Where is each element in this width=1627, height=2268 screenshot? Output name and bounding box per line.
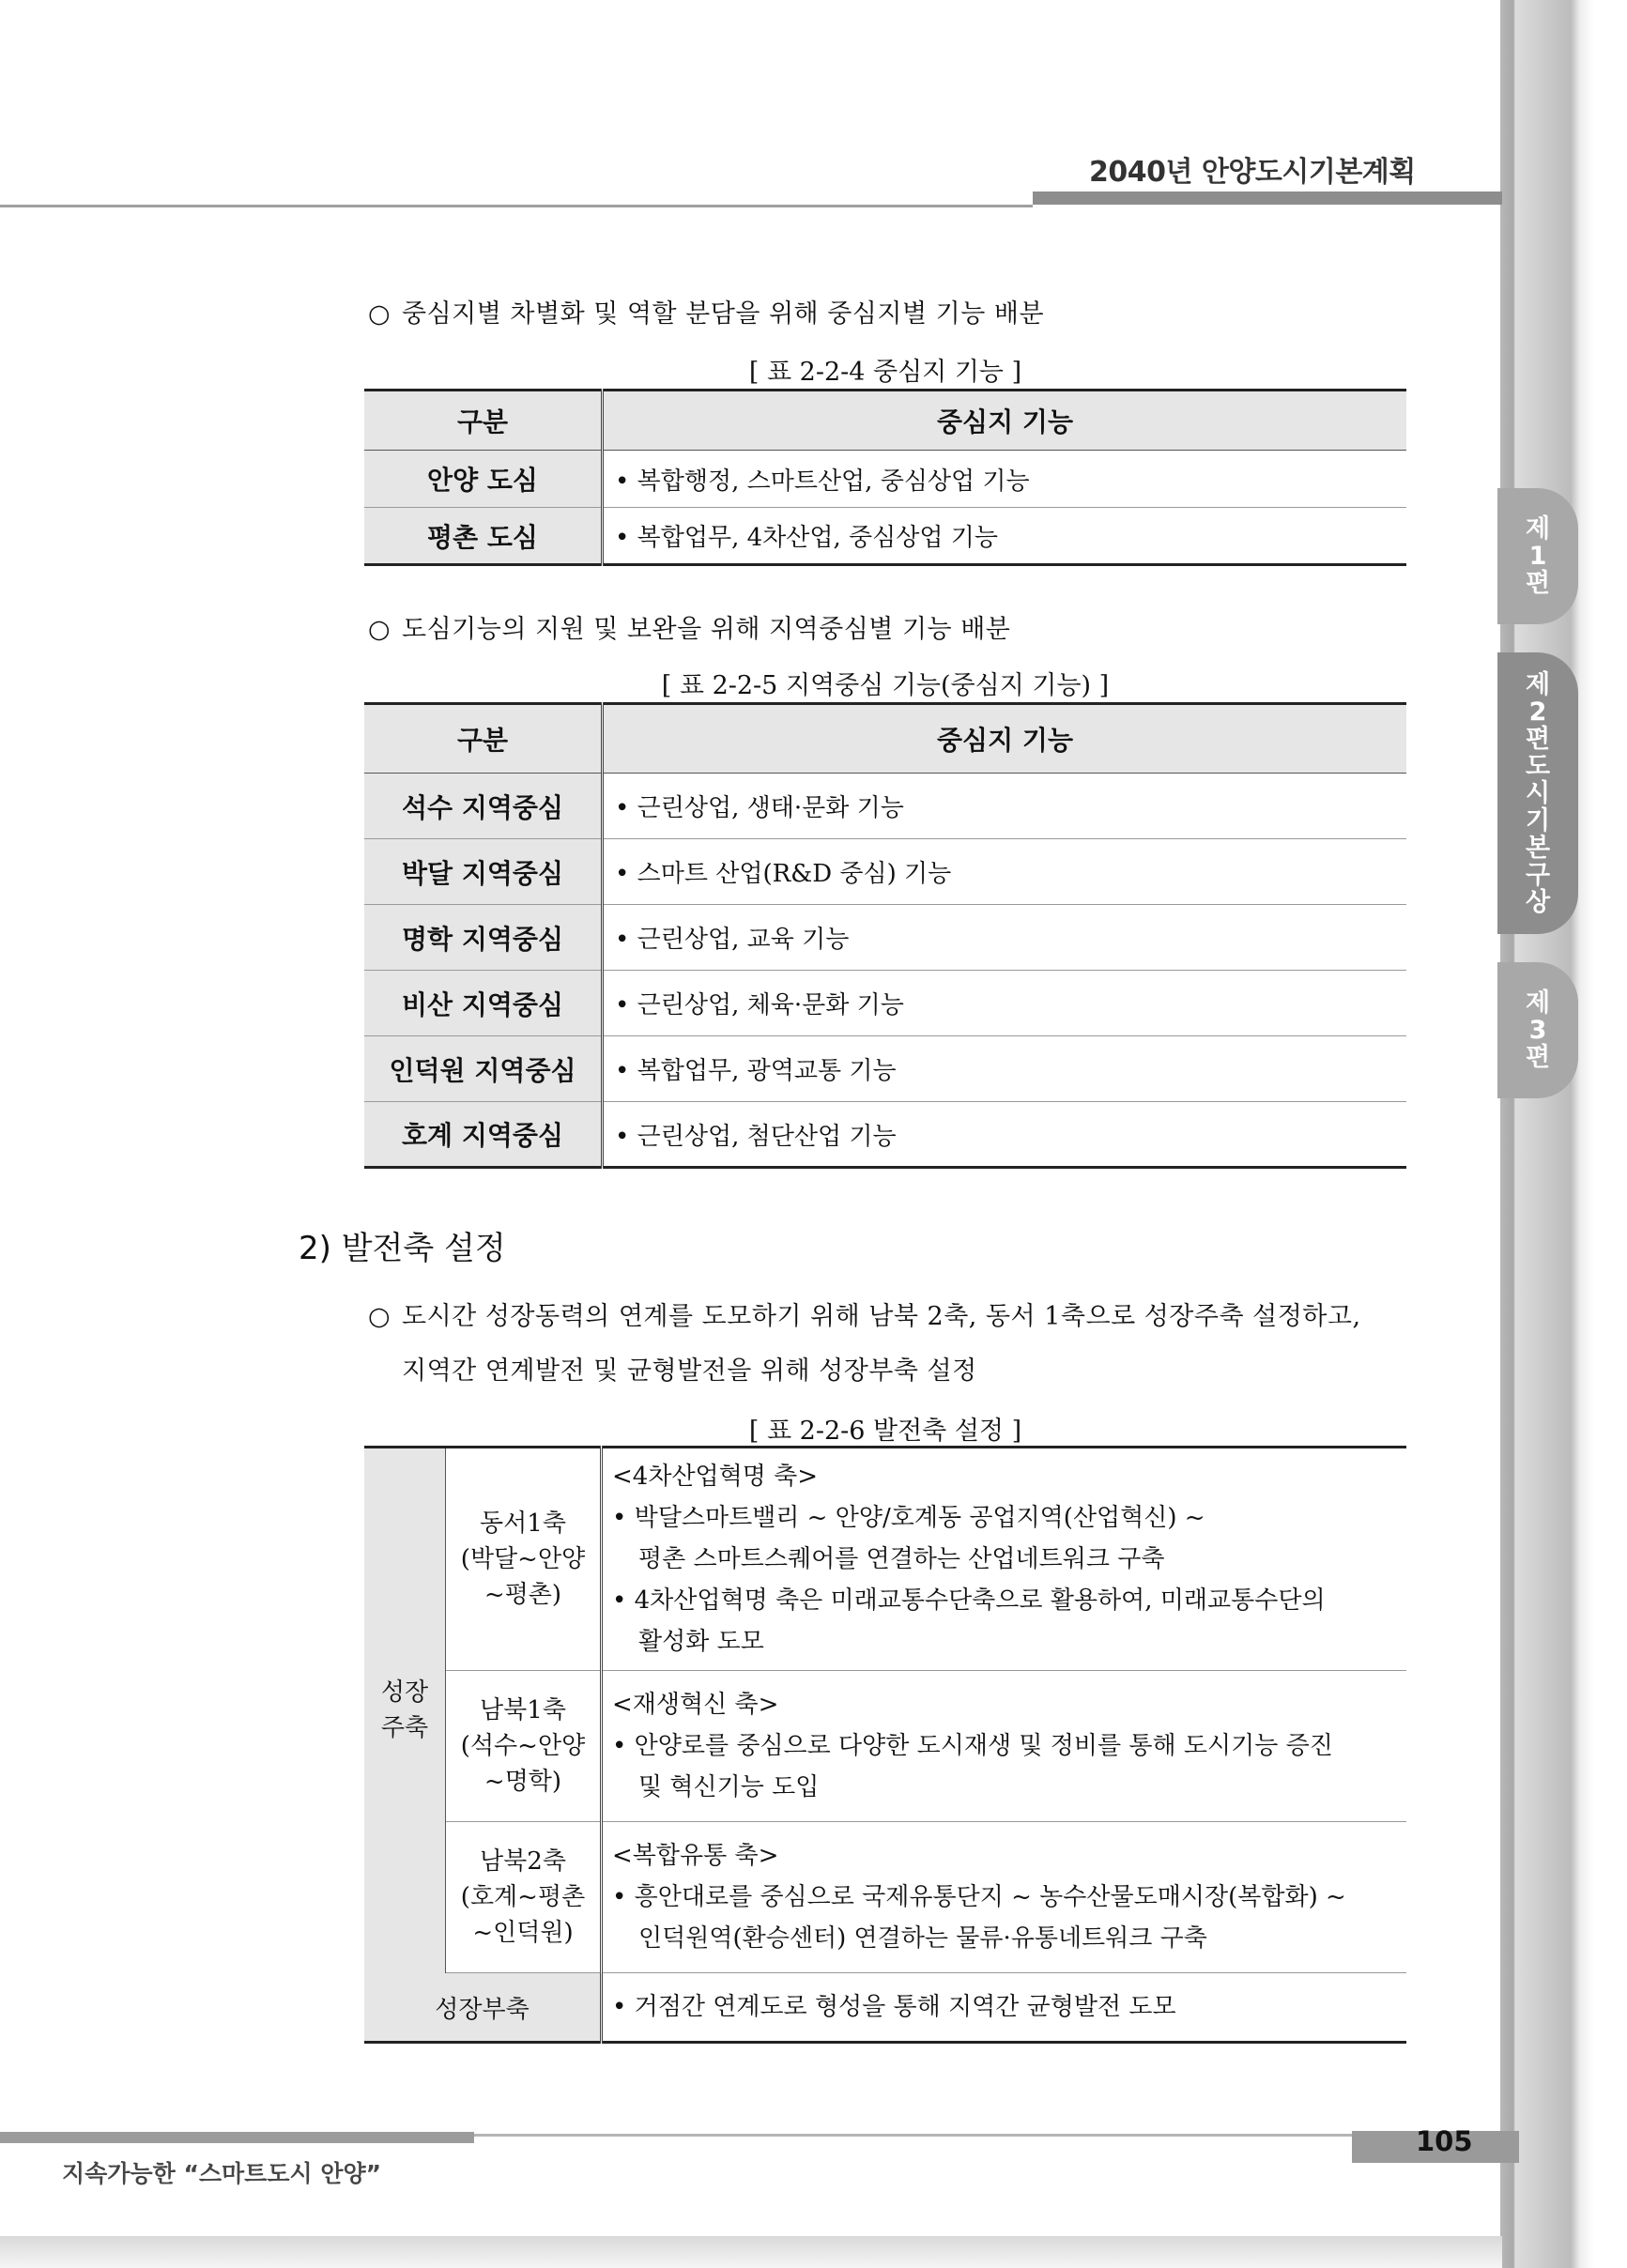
- table-regional-center-functions: [364, 702, 1406, 1169]
- side-tab-part2[interactable]: 제 2 편 도 시 기 본 구 상: [1497, 652, 1578, 934]
- table2-header-function: 중심지 기능: [603, 704, 1407, 774]
- axis-description: <4차산업혁명 축> • 박달스마트밸리 ~ 안양/호계동 공업지역(산업혁신) ~ 평촌 스마트스퀘어를 연결하는 산업네트워크 구축 • 4차산업혁명 축은 미래교통수단축으로 활용하여, 미래교통수단의 활성화 도모: [602, 1448, 1407, 1671]
- table1-row-desc: • 복합행정, 스마트산업, 중심상업 기능: [603, 451, 1407, 508]
- table2-row-desc: • 근린상업, 체육·문화 기능: [603, 971, 1407, 1036]
- table1-header-function: 중심지 기능: [603, 391, 1407, 451]
- table-row: [364, 905, 1406, 971]
- header-title: 2040년 안양도시기본계획: [1089, 156, 1416, 189]
- side-tab-part1[interactable]: 제 1 편: [1497, 488, 1578, 624]
- table2-row-desc: • 근린상업, 생태·문화 기능: [603, 774, 1407, 839]
- table-row: [364, 1973, 1406, 2043]
- table-row: [364, 971, 1406, 1036]
- table-development-axes: [364, 1446, 1406, 2044]
- header-rule: [0, 205, 1033, 207]
- axis-description: <복합유통 축> • 흥안대로를 중심으로 국제유통단지 ~ 농수산물도매시장(복합화) ~ 인덕원역(환승센터) 연결하는 물류·유통네트워크 구축: [602, 1822, 1407, 1973]
- axis-name: 동서1축 (박달~안양 ~평촌): [446, 1448, 602, 1671]
- bullet-paragraph-3: ○ 도시간 성장동력의 연계를 도모하기 위해 남북 2축, 동서 1축으로 성장주축 설정하고,: [368, 1302, 1361, 1331]
- table-row: [364, 1671, 1406, 1822]
- footer-rule: [474, 2134, 1352, 2137]
- table2-row-desc: • 복합업무, 광역교통 기능: [603, 1036, 1407, 1102]
- sub-axis-name: 성장부축: [364, 1973, 602, 2043]
- table-row: [364, 1448, 1406, 1671]
- page-edge-shadow: [1500, 0, 1627, 2268]
- table-row: [364, 451, 1406, 508]
- table-row: [364, 1102, 1406, 1168]
- table2-row-name: 석수 지역중심: [364, 774, 603, 839]
- bullet-paragraph-3-continued: 지역간 연계발전 및 균형발전을 위해 성장부축 설정: [402, 1356, 977, 1386]
- table2-row-desc: • 스마트 산업(R&D 중심) 기능: [603, 839, 1407, 905]
- axes-group-label: 성장 주축: [364, 1448, 446, 1973]
- table2-row-desc: • 근린상업, 교육 기능: [603, 905, 1407, 971]
- table2-row-name: 박달 지역중심: [364, 839, 603, 905]
- page-bottom-shadow: [0, 2236, 1502, 2268]
- table2-row-name: 인덕원 지역중심: [364, 1036, 603, 1102]
- header-rule-bar: [1033, 192, 1502, 205]
- table2-row-desc: • 근린상업, 첨단산업 기능: [615, 1122, 897, 1151]
- section-heading: 2) 발전축 설정: [299, 1230, 506, 1267]
- circle-bullet-icon: ○: [368, 299, 391, 329]
- table1-row-desc: • 복합업무, 4차산업, 중심상업 기능: [615, 524, 998, 552]
- footer-rule-bar: [0, 2132, 474, 2143]
- table3-caption: [ 표 2-2-6 발전축 설정 ]: [748, 1417, 1022, 1446]
- axis-name: 남북1축 (석수~안양 ~명학): [446, 1671, 602, 1822]
- table2-row-name: 명학 지역중심: [364, 905, 603, 971]
- table1-row-name: 안양 도심: [364, 451, 603, 508]
- bullet-paragraph-2: ○ 도심기능의 지원 및 보완을 위해 지역중심별 기능 배분: [368, 615, 1011, 644]
- table1-header-category: 구분: [364, 391, 603, 451]
- circle-bullet-icon: ○: [368, 1302, 391, 1331]
- circle-bullet-icon: ○: [368, 615, 391, 644]
- table1-row-name: 평촌 도심: [364, 508, 603, 565]
- table2-row-name: 호계 지역중심: [364, 1102, 603, 1168]
- table2-header-category: 구분: [364, 704, 603, 774]
- bullet-paragraph-1: ○ 중심지별 차별화 및 역할 분담을 위해 중심지별 기능 배분: [368, 299, 1045, 329]
- side-tab-part3[interactable]: 제 3 편: [1497, 962, 1578, 1098]
- footer-slogan: 지속가능한 “스마트도시 안양”: [62, 2160, 382, 2187]
- table-row: [364, 839, 1406, 905]
- table1-caption: [ 표 2-2-4 중심지 기능 ]: [748, 358, 1022, 387]
- table-row: [364, 1822, 1406, 1973]
- page-number: 105: [1416, 2125, 1473, 2157]
- table-center-functions: [364, 389, 1406, 566]
- table-row: [364, 508, 1406, 565]
- table2-caption: [ 표 2-2-5 지역중심 기능(중심지 기능) ]: [661, 671, 1110, 700]
- table2-row-name: 비산 지역중심: [364, 971, 603, 1036]
- table-row: [364, 774, 1406, 839]
- axis-name: 남북2축 (호계~평촌 ~인덕원): [446, 1822, 602, 1973]
- table-row: [364, 1036, 1406, 1102]
- axis-description: <재생혁신 축> • 안양로를 중심으로 다양한 도시재생 및 정비를 통해 도시기능 증진 및 혁신기능 도입: [602, 1671, 1407, 1822]
- sub-axis-description: • 거점간 연계도로 형성을 통해 지역간 균형발전 도모: [612, 1993, 1176, 2021]
